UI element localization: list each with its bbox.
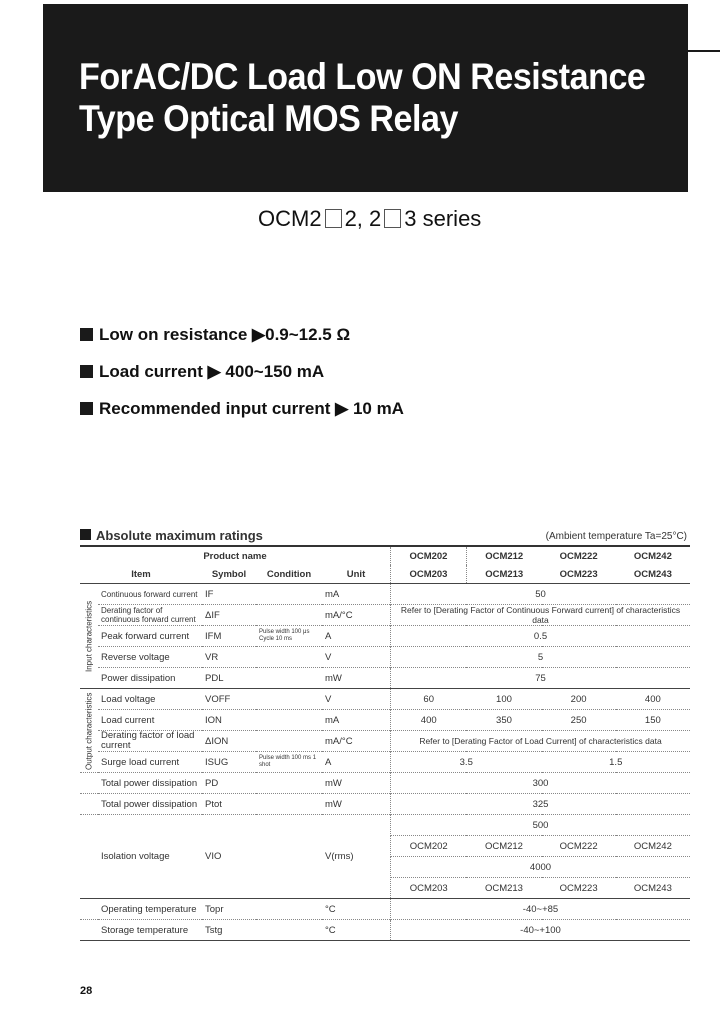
category-label: Output characteristics <box>84 691 94 770</box>
feature-item: Low on resistance ▶0.9~12.5 Ω <box>80 325 350 345</box>
page-number: 28 <box>80 985 93 997</box>
table-row: Storage temperature Tstg °C -40~+100 <box>80 920 690 941</box>
table-row: Surge load current ISUG Pulse width 100 ms 1 shot A 3.5 1.5 <box>80 752 690 773</box>
placeholder-box-icon <box>325 209 342 228</box>
section-title: Absolute maximum ratings <box>80 528 263 543</box>
page-title: ForAC/DC Load Low ON Resistance Type Optical MOS Relay <box>79 56 646 139</box>
category-label: Input characteristics <box>80 584 98 689</box>
table-row: Load current ION mA 400 350 250 150 <box>80 710 690 731</box>
bullet-square-icon <box>80 328 93 341</box>
table-row: Output characteristics Load voltage VOFF V 60 100 200 400 <box>80 689 690 710</box>
table-row: Total power dissipation PD mW 300 <box>80 773 690 794</box>
placeholder-box-icon <box>384 209 401 228</box>
bullet-square-icon <box>80 529 91 540</box>
table-row: 4000 <box>80 857 690 878</box>
bullet-square-icon <box>80 402 93 415</box>
table-header: Product name OCM202 OCM212 OCM222 OCM242 <box>80 547 690 565</box>
table-row: Peak forward current IFM Pulse width 100 μs Cycle 10 ms A 0.5 <box>80 626 690 647</box>
table-row: Isolation voltage VIO V(rms) 500 <box>80 815 690 836</box>
feature-item: Load current ▶ 400~150 mA <box>80 362 324 382</box>
series-name: OCM2 2, 2 3 series <box>258 206 482 231</box>
table-row: Operating temperature Topr °C -40~+85 <box>80 899 690 920</box>
title-banner <box>43 4 688 192</box>
table-row: Total power dissipation Ptot mW 325 <box>80 794 690 815</box>
table-row: Derating factor of continuous forward current ΔIF mA/°C Refer to [Derating Factor of Continuous Forward current] of characteristics data <box>80 605 690 626</box>
table-row: Power dissipation PDL mW 75 <box>80 668 690 689</box>
table-row: OCM203 OCM213 OCM223 OCM243 <box>80 878 690 899</box>
ambient-note: (Ambient temperature Ta=25°C) <box>545 531 687 542</box>
table-header: Item Symbol Condition Unit OCM203 OCM213 OCM223 OCM243 <box>80 565 690 584</box>
feature-item: Recommended input current ▶ 10 mA <box>80 399 404 419</box>
table-row: Input characteristics Continuous forward current IF mA 50 <box>80 584 690 605</box>
table-row: Reverse voltage VR V 5 <box>80 647 690 668</box>
bullet-square-icon <box>80 365 93 378</box>
divider <box>688 50 720 52</box>
table-row: OCM202 OCM212 OCM222 OCM242 <box>80 836 690 857</box>
ratings-table <box>80 545 690 941</box>
table-row: Derating factor of load current ΔION mA/°C Refer to [Derating Factor of Load Current] of characteristics data <box>80 731 690 752</box>
